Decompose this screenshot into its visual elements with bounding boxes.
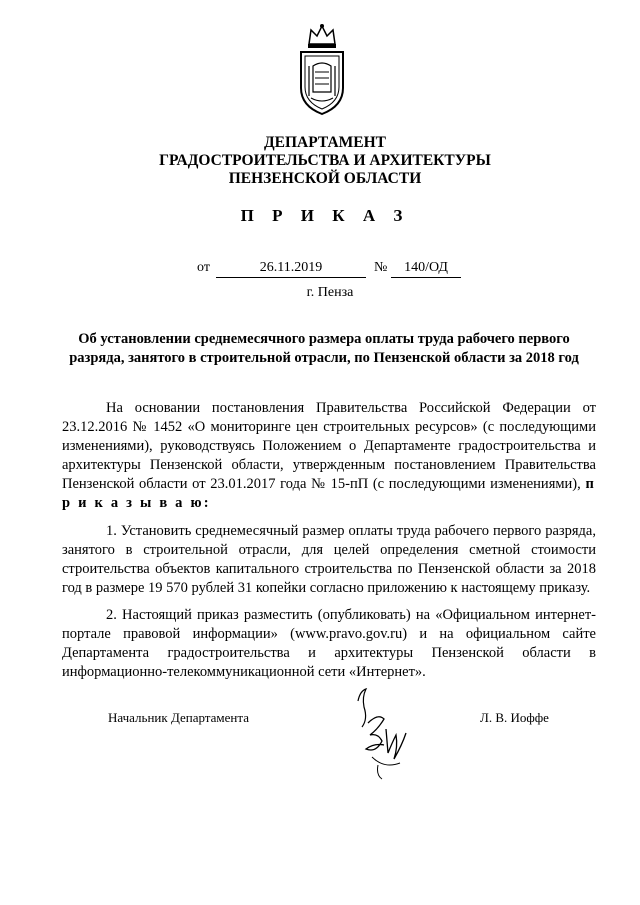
date-number-line [0, 260, 640, 280]
order-word: п р и к а з ы в а ю: [62, 476, 596, 511]
order-item-2: 2. Настоящий приказ разместить (опубликовать) на «Официальном интернет-портале правовой информации» (www.pravo.gov.ru) и на официальном сайте Департамента градостроительства и архитектуры Пензенской области в информационно-телекоммуникационной сети «Интернет». [62, 607, 596, 680]
signatory-name: Л. В. Иоффе [480, 710, 549, 725]
preamble-text: На основании постановления Правительства Российской Федерации от 23.12.2016 № 1452 «О мониторинге цен строительных ресурсов» (с последующими изменениями), руководствуясь Положением о Департаменте градостроительства и архитектуры Пензенской области, утвержденным постановлением Правительства Пензенской области от 23.01.2017 года № 15-пП (с последующими изменениями), [62, 400, 596, 492]
date-prefix: от [197, 260, 210, 275]
signatory-title: Начальник Департамента [108, 710, 249, 725]
document-type-title: П Р И К А З [240, 206, 410, 225]
department-name-line-1: ДЕПАРТАМЕНТ [263, 134, 387, 151]
document-date: 26.11.2019 [216, 260, 366, 278]
order-item-1: 1. Установить среднемесячный размер оплаты труда рабочего первого разряда, занятого в строительной отрасли, для целей определения сметной стоимости строительства объектов капитального строительства по Пензенской области за 2018 год в размере 19 570 рублей 31 копейки согласно приложению к настоящему приказу. [62, 523, 596, 596]
number-sign: № [374, 260, 388, 275]
city: г. Пенза [306, 285, 354, 300]
document-number: 140/ОД [391, 260, 461, 278]
handwritten-signature [348, 683, 418, 783]
document-subject: Об установлении среднемесячного размера оплаты труда рабочего первого разряда, занятого в строительной отрасли, по Пензенской области за 2018 год [69, 331, 579, 366]
coat-of-arms-icon [291, 22, 353, 118]
department-name-line-3: ПЕНЗЕНСКОЙ ОБЛАСТИ [228, 170, 422, 187]
preamble-paragraph [62, 399, 596, 513]
department-name-line-2: ГРАДОСТРОИТЕЛЬСТВА И АРХИТЕКТУРЫ [159, 152, 491, 169]
